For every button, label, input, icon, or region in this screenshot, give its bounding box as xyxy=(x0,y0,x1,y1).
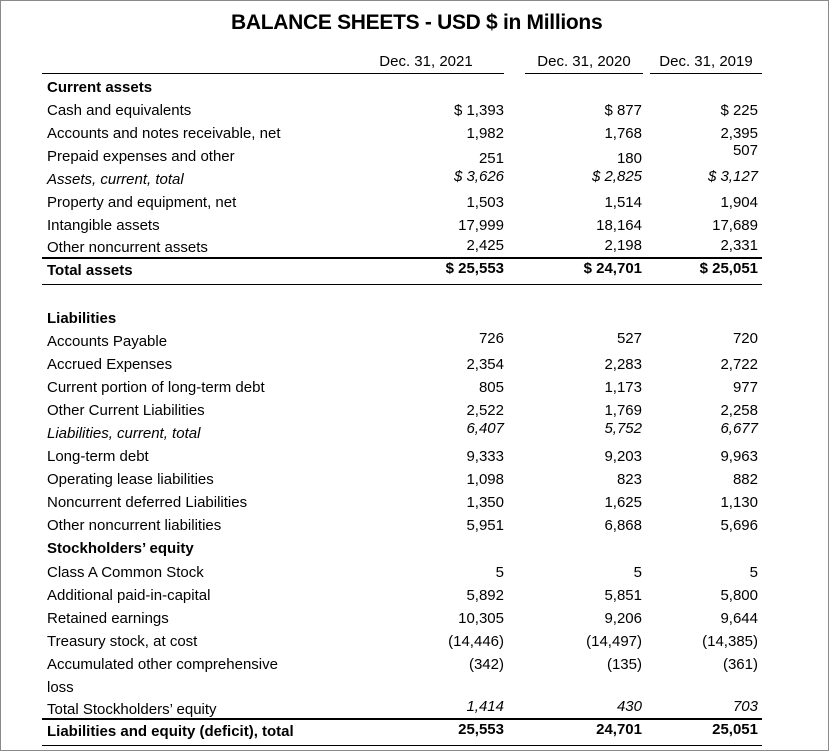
table-row xyxy=(0,99,829,122)
column-header-2020: Dec. 31, 2020 xyxy=(537,53,631,70)
row-label: Current portion of long-term debt xyxy=(47,379,265,396)
row-label: Operating lease liabilities xyxy=(47,471,214,488)
table-row xyxy=(0,537,829,560)
cell-2020: $ 24,701 xyxy=(583,260,642,277)
cell-2021: 10,305 xyxy=(458,610,504,627)
cell-2019: 25,051 xyxy=(712,721,758,738)
cell-2021: 5,892 xyxy=(466,587,504,604)
cell-2021: $ 3,626 xyxy=(453,168,504,185)
row-label: Treasury stock, at cost xyxy=(47,633,198,650)
table-row xyxy=(0,399,829,422)
table-row xyxy=(0,676,829,699)
cell-2021: $ 25,553 xyxy=(445,260,504,277)
cell-2019: 2,331 xyxy=(720,237,758,254)
cell-2021: 17,999 xyxy=(458,217,504,234)
cell-2021: 1,503 xyxy=(466,194,504,211)
table-row xyxy=(0,653,829,676)
cell-2019: 5 xyxy=(749,564,758,581)
cell-2019: 17,689 xyxy=(712,217,758,234)
row-label: Other Current Liabilities xyxy=(47,402,205,419)
cell-2021: 25,553 xyxy=(458,721,504,738)
cell-2019: 5,696 xyxy=(720,517,758,534)
cell-2019: 2,258 xyxy=(720,402,758,419)
row-label: Cash and equivalents xyxy=(47,102,192,119)
row-label: Additional paid-in-capital xyxy=(47,587,211,604)
table-row xyxy=(0,122,829,145)
cell-2019: (361) xyxy=(722,656,758,673)
row-label: Other noncurrent assets xyxy=(47,239,208,256)
cell-2020: 527 xyxy=(616,330,642,347)
cell-2019: 5,800 xyxy=(720,587,758,604)
table-row xyxy=(0,259,829,282)
total-rule xyxy=(42,284,762,285)
table-row xyxy=(0,630,829,653)
cell-2020: 823 xyxy=(616,471,642,488)
cell-2019: $ 25,051 xyxy=(699,260,758,277)
cell-2020: 2,283 xyxy=(604,356,642,373)
column-header-2021: Dec. 31, 2021 xyxy=(379,53,473,70)
cell-2021: 5,951 xyxy=(466,517,504,534)
cell-2019: 507 xyxy=(732,142,758,159)
cell-2020: $ 2,825 xyxy=(591,168,642,185)
row-label: Other noncurrent liabilities xyxy=(47,517,222,534)
cell-2021: $ 1,393 xyxy=(453,102,504,119)
cell-2021: 726 xyxy=(478,330,504,347)
row-label: Prepaid expenses and other xyxy=(47,148,235,165)
cell-2020: 1,625 xyxy=(604,494,642,511)
cell-2020: 1,514 xyxy=(604,194,642,211)
cell-2020: 1,768 xyxy=(604,125,642,142)
table-row xyxy=(0,236,829,259)
cell-2021: (342) xyxy=(468,656,504,673)
page-title: BALANCE SHEETS - USD $ in Millions xyxy=(231,11,603,34)
cell-2020: $ 877 xyxy=(604,102,642,119)
table-row xyxy=(0,584,829,607)
table-row xyxy=(0,76,829,99)
cell-2020: 9,206 xyxy=(604,610,642,627)
table-row xyxy=(0,307,829,330)
cell-2019: 9,644 xyxy=(720,610,758,627)
table-row xyxy=(0,191,829,214)
row-label: Property and equipment, net xyxy=(47,194,237,211)
row-label: Assets, current, total xyxy=(47,171,184,188)
cell-2019: 977 xyxy=(732,379,758,396)
table-row xyxy=(0,376,829,399)
cell-2020: 1,173 xyxy=(604,379,642,396)
cell-2021: 5 xyxy=(495,564,504,581)
column-header-2019: Dec. 31, 2019 xyxy=(659,53,753,70)
row-label: Liabilities, current, total xyxy=(47,425,201,442)
cell-2019: 720 xyxy=(732,330,758,347)
row-label: Accounts and notes receivable, net xyxy=(47,125,281,142)
cell-2020: 5,851 xyxy=(604,587,642,604)
row-label: loss xyxy=(47,679,74,696)
header-rule-2020 xyxy=(525,73,643,74)
row-label: Accumulated other comprehensive xyxy=(47,656,278,673)
row-label: Noncurrent deferred Liabilities xyxy=(47,494,248,511)
cell-2021: 1,982 xyxy=(466,125,504,142)
cell-2019: $ 3,127 xyxy=(707,168,758,185)
table-row xyxy=(0,720,829,743)
cell-2019: (14,385) xyxy=(702,633,758,650)
cell-2021: 2,522 xyxy=(466,402,504,419)
row-label: Liabilities xyxy=(47,310,117,327)
cell-2021: 1,414 xyxy=(466,698,504,715)
cell-2019: 6,677 xyxy=(720,420,758,437)
cell-2021: 1,098 xyxy=(466,471,504,488)
table-row xyxy=(0,353,829,376)
cell-2020: 1,769 xyxy=(604,402,642,419)
table-row xyxy=(0,607,829,630)
row-label: Accrued Expenses xyxy=(47,356,173,373)
cell-2020: 180 xyxy=(616,150,642,167)
row-label: Accounts Payable xyxy=(47,333,168,350)
header-rule-left xyxy=(42,73,504,74)
row-label: Current assets xyxy=(47,79,153,96)
cell-2020: 2,198 xyxy=(604,237,642,254)
table-row xyxy=(0,142,829,168)
row-label: Liabilities and equity (deficit), total xyxy=(47,723,294,740)
cell-2021: 6,407 xyxy=(466,420,504,437)
cell-2021: 1,350 xyxy=(466,494,504,511)
cell-2019: 1,904 xyxy=(720,194,758,211)
cell-2019: 1,130 xyxy=(720,494,758,511)
row-label: Stockholders’ equity xyxy=(47,540,194,557)
cell-2019: 2,395 xyxy=(720,125,758,142)
table-row xyxy=(0,561,829,584)
cell-2020: 5,752 xyxy=(604,420,642,437)
cell-2019: 703 xyxy=(732,698,758,715)
row-label: Long-term debt xyxy=(47,448,149,465)
cell-2020: 18,164 xyxy=(596,217,642,234)
cell-2021: 2,425 xyxy=(466,237,504,254)
table-row xyxy=(0,514,829,537)
cell-2020: (135) xyxy=(606,656,642,673)
table-row xyxy=(0,445,829,468)
table-row xyxy=(0,422,829,445)
table-row xyxy=(0,468,829,491)
table-row xyxy=(0,214,829,237)
cell-2020: 430 xyxy=(616,698,642,715)
total-rule xyxy=(42,745,762,746)
row-label: Retained earnings xyxy=(47,610,169,627)
row-label: Class A Common Stock xyxy=(47,564,204,581)
table-row xyxy=(0,168,829,191)
cell-2020: 9,203 xyxy=(604,448,642,465)
cell-2019: 9,963 xyxy=(720,448,758,465)
cell-2020: 24,701 xyxy=(596,721,642,738)
header-rule-2019 xyxy=(650,73,762,74)
row-label: Total assets xyxy=(47,262,133,279)
table-row xyxy=(0,330,829,353)
cell-2019: 882 xyxy=(732,471,758,488)
row-label: Total Stockholders’ equity xyxy=(47,701,217,718)
cell-2020: 6,868 xyxy=(604,517,642,534)
cell-2020: 5 xyxy=(633,564,642,581)
cell-2021: 805 xyxy=(478,379,504,396)
cell-2019: 2,722 xyxy=(720,356,758,373)
cell-2021: 9,333 xyxy=(466,448,504,465)
cell-2020: (14,497) xyxy=(586,633,642,650)
cell-2021: 251 xyxy=(478,150,504,167)
cell-2021: 2,354 xyxy=(466,356,504,373)
table-row xyxy=(0,491,829,514)
cell-2021: (14,446) xyxy=(448,633,504,650)
cell-2019: $ 225 xyxy=(720,102,758,119)
row-label: Intangible assets xyxy=(47,217,160,234)
